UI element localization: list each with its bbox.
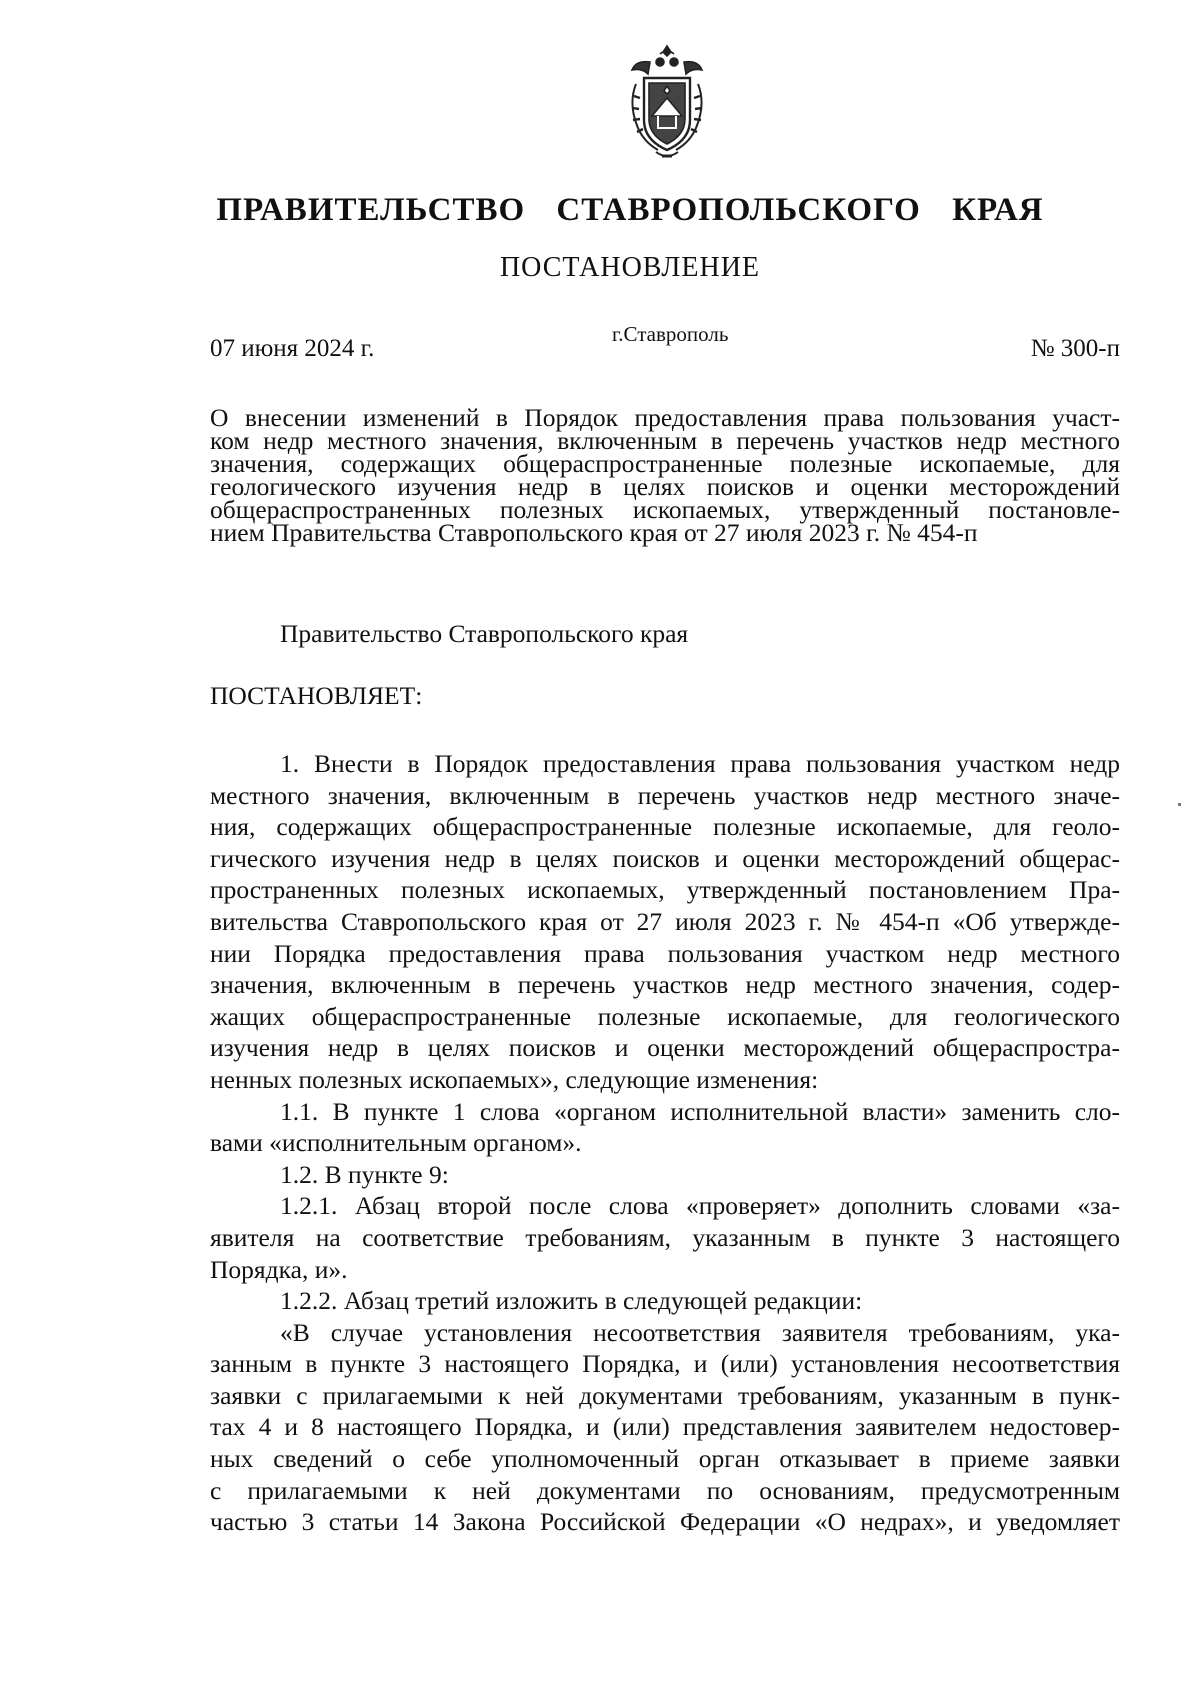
body-line: 1.2.1. Абзац второй после слова «проверяет» дополнить словами «за- [280,1191,1120,1221]
body-line: ных сведений о себе уполномоченный орган отказывает в приеме заявки [210,1444,1120,1474]
body-line: с прилагаемыми к ней документами по основаниям, предусмотренным [210,1475,1120,1505]
document-subject [210,403,1120,547]
body-line: вительства Ставропольского края от 27 июля 2023 г. № 454-п «Об утвержде- [210,906,1120,936]
subject-line: нием Правительства Ставропольского края от 27 июля 2023 г. № 454-п [210,518,978,547]
document-body [210,748,1120,1538]
body-line: занным в пункте 3 настоящего Порядка, и (или) установления несоответствия [210,1349,1120,1379]
document-city: г.Ставрополь [612,322,729,346]
body-line: ненных полезных ископаемых», следующие изменения: [210,1064,819,1094]
subject-line: значения, содержащих общераспространенные полезные ископаемые, для [210,449,1120,478]
resolves-heading: ПОСТАНОВЛЯЕТ: [210,681,423,710]
subject-line: геологического изучения недр в целях поисков и оценки месторождений [210,472,1120,501]
body-line: пространенных полезных ископаемых, утвержденный постановлением Пра- [210,875,1120,905]
body-line: нии Порядка предоставления права пользования участком недр местного [210,938,1120,968]
body-line: Порядка, и». [210,1254,348,1284]
body-line: вами «исполнительным органом». [210,1128,582,1158]
body-line: тах 4 и 8 настоящего Порядка, и (или) представления заявителем недостовер- [210,1412,1120,1442]
document-number: № 300-п [1030,335,1120,362]
body-line: 1.1. В пункте 1 слова «органом исполнительной власти» заменить сло- [280,1096,1120,1126]
body-line: заявки с прилагаемыми к ней документами требованиям, указанным в пунк- [210,1380,1120,1410]
subject-line: общераспространенных полезных ископаемых, утвержденный постановле- [210,495,1120,524]
body-line: местного значения, включенным в перечень участков недр местного значе- [210,780,1120,810]
issuer-line: Правительство Ставропольского края [280,619,689,648]
subject-line: О внесении изменений в Порядок предоставления права пользования участ- [210,403,1120,432]
body-line: 1.2.2. Абзац третий изложить в следующей редакции: [280,1286,863,1316]
coat-of-arms-emblem [620,40,714,164]
body-line: жащих общераспространенные полезные ископаемые, для геологического [210,1001,1120,1031]
body-line: частью 3 статьи 14 Закона Российской Федерации «О недрах», и уведомляет [210,1507,1120,1537]
body-line: 1.2. В пункте 9: [280,1159,449,1189]
body-line: изучения недр в целях поисков и оценки месторождений общераспростра- [210,1033,1120,1063]
body-line: 1. Внести в Порядок предоставления права пользования участком недр [280,749,1120,778]
body-line: «В случае установления несоответствия заявителя требованиям, ука- [280,1317,1120,1347]
subject-line: ком недр местного значения, включенным в перечень участков недр местного [210,426,1120,455]
body-line: ния, содержащих общераспространенные полезные ископаемые, для геоло- [210,812,1120,842]
document-date: 07 июня 2024 г. [210,335,375,362]
government-title: ПРАВИТЕЛЬСТВО СТАВРОПОЛЬСКОГО КРАЯ [216,192,1044,228]
body-line: гического изучения недр в целях поисков и оценки месторождений общерас- [210,843,1120,873]
body-line: значения, включенным в перечень участков недр местного значения, содер- [210,970,1120,1000]
scan-artifact [1178,803,1181,806]
document-type: ПОСТАНОВЛЕНИЕ [499,252,761,283]
body-line: явителя на соответствие требованиям, указанным в пункте 3 настоящего [210,1222,1120,1252]
